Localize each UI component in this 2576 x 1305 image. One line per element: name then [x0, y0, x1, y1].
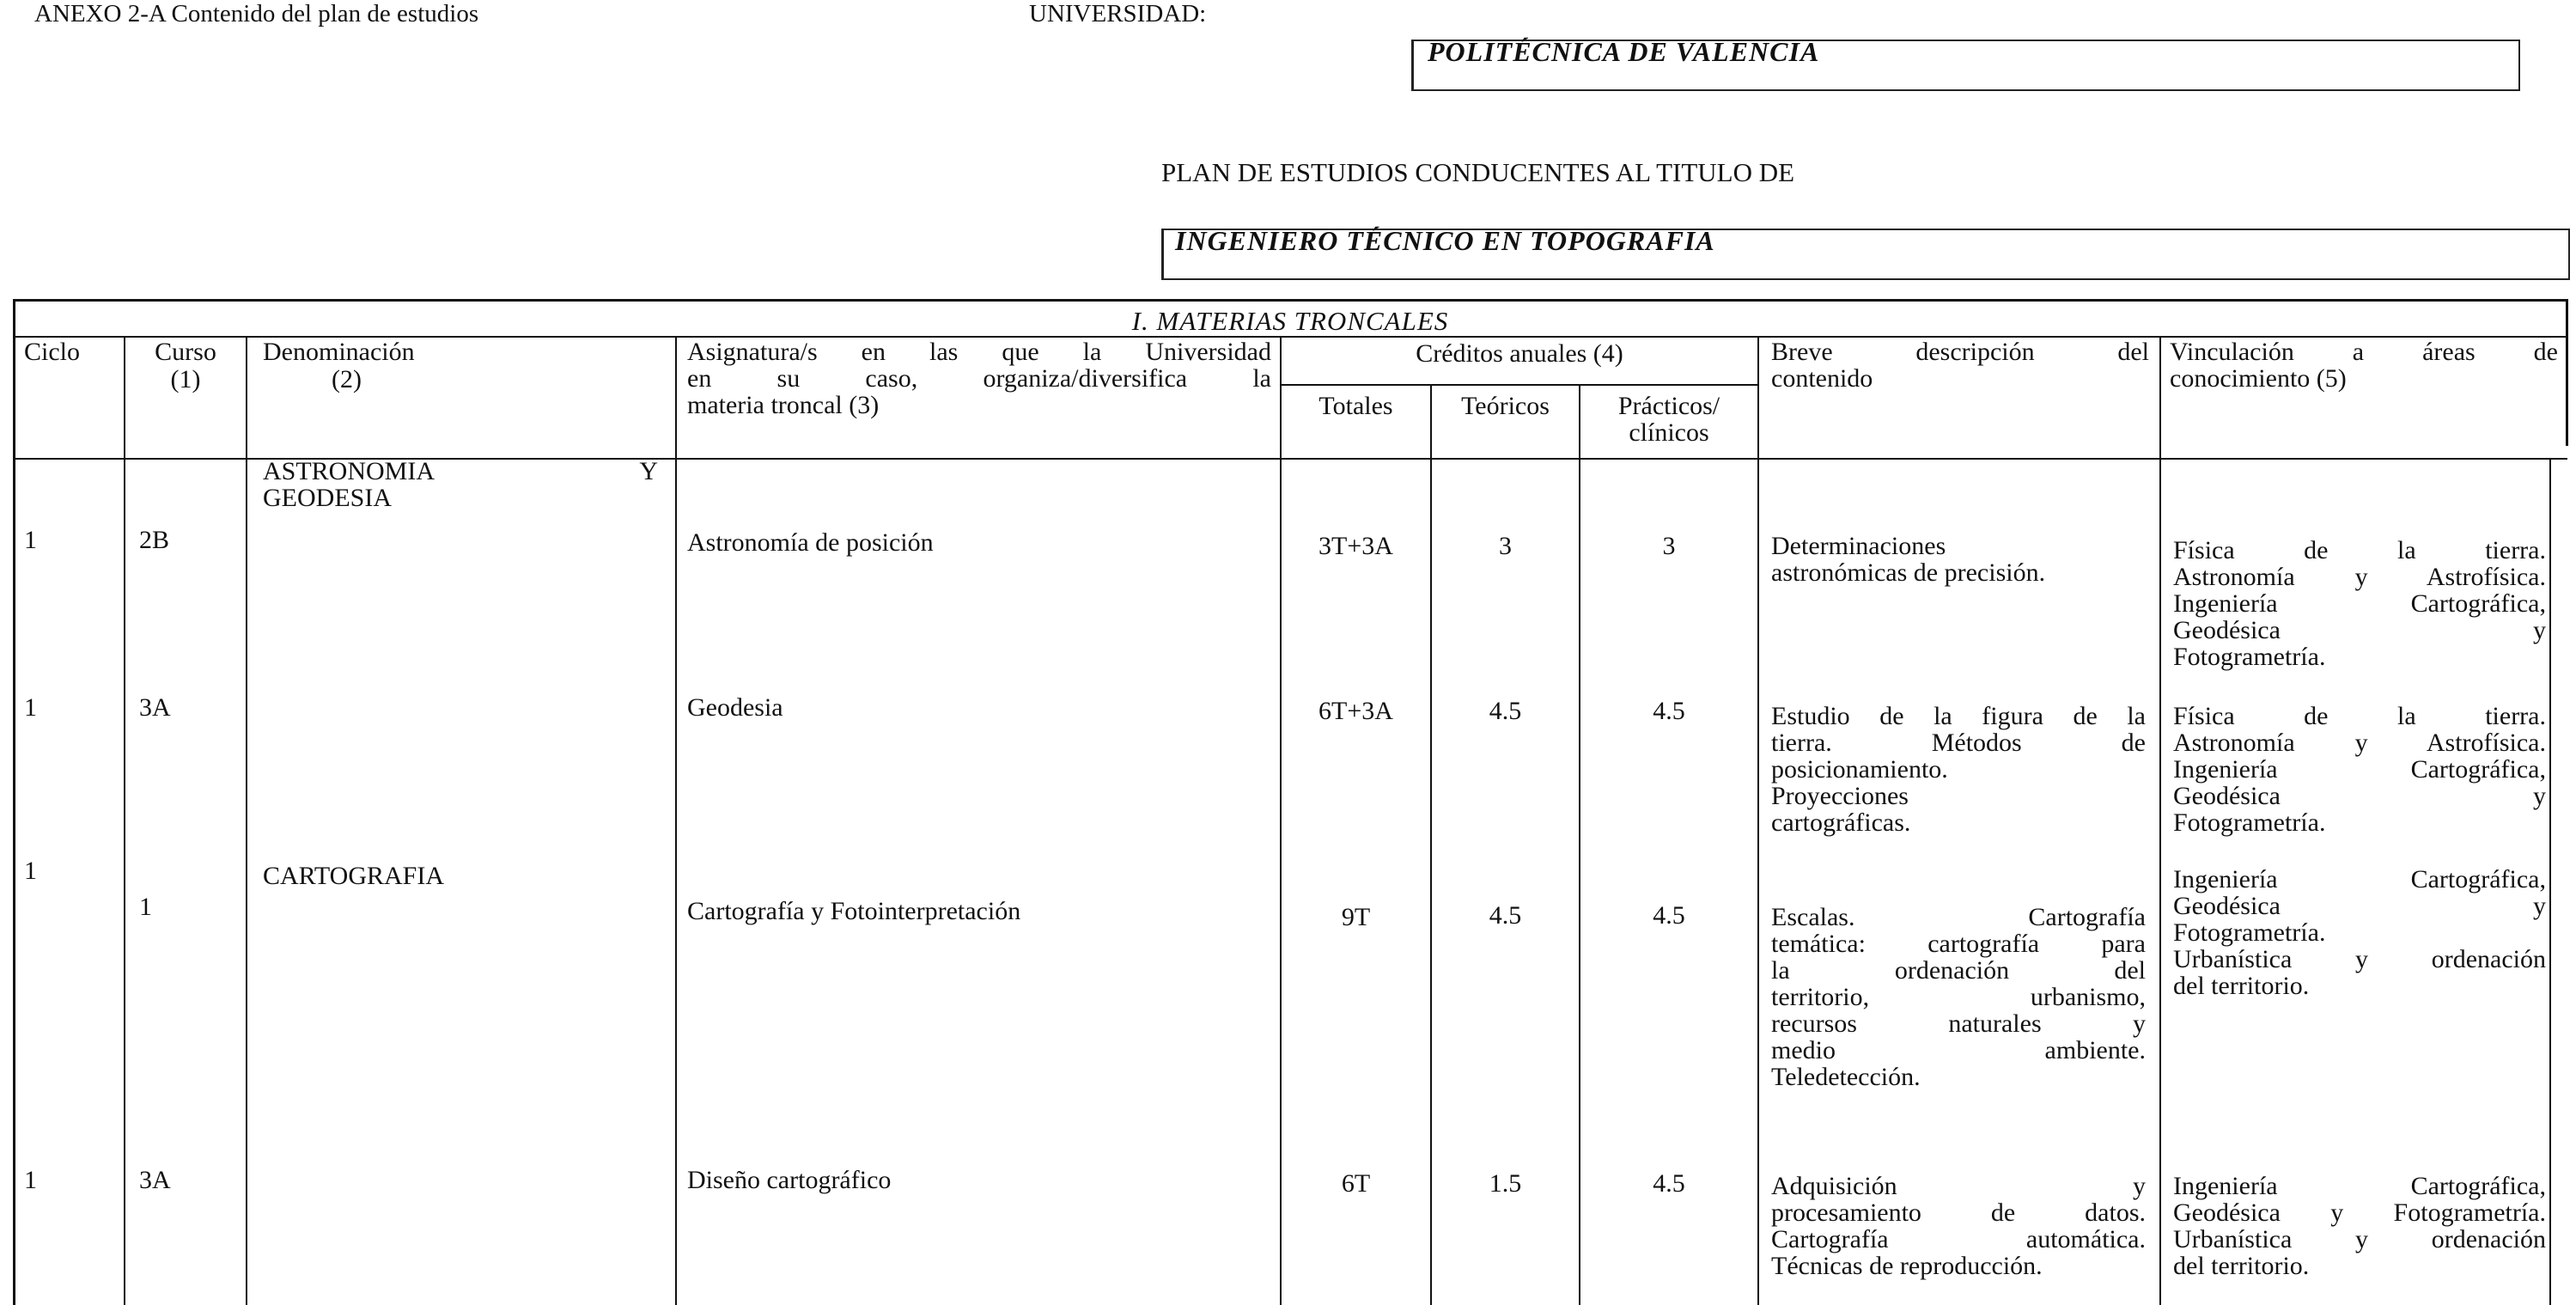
desc-line: Adquisición y [1771, 1172, 2146, 1200]
col-header-totales: Totales [1318, 392, 1393, 420]
vinc-line: Física de la tierra. [2173, 536, 2546, 564]
col-header-creditos: Créditos anuales (4) [1416, 339, 1623, 368]
group-astronomia-geodesia [263, 458, 658, 511]
row-descripcion [1771, 1173, 2146, 1279]
row-practicos: 3 [1662, 532, 1676, 560]
vinc-line: Fotogrametría. [2173, 918, 2326, 947]
row-practicos: 4.5 [1653, 901, 1685, 930]
col-header-descripcion-line: Breve descripción del [1771, 338, 2149, 366]
col-header-asignatura-line: materia troncal (3) [687, 391, 880, 419]
vinc-line: Urbanística y ordenación [2173, 1225, 2546, 1253]
group-name-line: ASTRONOMIA Y [263, 457, 658, 485]
desc-line: temática: cartografía para [1771, 930, 2146, 958]
university-label: UNIVERSIDAD: [1029, 0, 1207, 27]
row-teoricos: 3 [1499, 532, 1512, 560]
desc-line: Escalas. Cartografía [1771, 903, 2146, 931]
col-header-denominacion-note: (2) [332, 365, 362, 393]
vinc-line: Astronomía y Astrofísica. [2173, 729, 2546, 757]
col-line-5 [1430, 386, 1432, 1305]
row-teoricos: 1.5 [1489, 1169, 1522, 1198]
row-vinculacion [2173, 703, 2546, 836]
vinc-line: del territorio. [2173, 972, 2310, 1000]
desc-line: Cartografía automática. [1771, 1225, 2146, 1253]
desc-line: Estudio de la figura de la [1771, 702, 2146, 730]
vinc-line: Geodésica y [2173, 616, 2546, 644]
vinc-line: Ingeniería Cartográfica, [2173, 1172, 2546, 1200]
col-header-practicos [1580, 393, 1757, 446]
col-line-4 [1280, 338, 1282, 1305]
group-name-line: GEODESIA [263, 484, 392, 512]
vinc-line: Urbanística y ordenación [2173, 945, 2546, 973]
col-header-denominacion: Denominación [263, 338, 415, 366]
col-header-asignatura-line: en su caso, organiza/diversifica la [687, 364, 1271, 393]
col-header-descripcion-line: contenido [1771, 364, 1873, 393]
col-line-7 [1757, 338, 1759, 1305]
row-curso: 2B [139, 526, 170, 554]
col-header-practicos-line: Prácticos/ [1617, 392, 1720, 420]
desc-line: tierra. Métodos de [1771, 729, 2146, 757]
vinc-line: Ingeniería Cartográfica, [2173, 755, 2546, 784]
col-header-asignatura-line: Asignatura/s en las que la Universidad [687, 338, 1271, 366]
desc-line: medio ambiente. [1771, 1036, 2146, 1064]
col-line-8 [2159, 338, 2161, 1305]
row-totales: 6T+3A [1318, 697, 1393, 725]
col-line-1 [124, 338, 125, 1305]
annex-title: ANEXO 2-A Contenido del plan de estudios [34, 0, 479, 27]
row-vinculacion [2173, 866, 2546, 999]
row-practicos: 4.5 [1653, 1169, 1685, 1198]
row-descripcion [1771, 703, 2146, 836]
row-asignatura: Geodesia [687, 693, 783, 722]
desc-line: Determinaciones [1771, 532, 1946, 560]
desc-line: procesamiento de datos. [1771, 1198, 2146, 1227]
col-line-0 [13, 299, 15, 1305]
col-header-practicos-line: clínicos [1629, 418, 1709, 447]
col-header-vinculacion [2170, 338, 2558, 392]
desc-line: cartográficas. [1771, 808, 1911, 837]
table-top-border [13, 299, 2567, 302]
col-line-6 [1579, 386, 1580, 1305]
vinc-line: Geodésica y [2173, 782, 2546, 810]
vinc-line: del territorio. [2173, 1252, 2310, 1280]
row-vinculacion [2173, 537, 2546, 670]
row-totales: 3T+3A [1318, 532, 1393, 560]
vinc-line: Astronomía y Astrofísica. [2173, 563, 2546, 591]
row-asignatura: Diseño cartográfico [687, 1166, 892, 1194]
row-curso: 1 [139, 893, 152, 921]
row-descripcion [1771, 533, 2146, 586]
plan-label: PLAN DE ESTUDIOS CONDUCENTES AL TITULO DE [1161, 157, 1795, 187]
row-descripcion [1771, 904, 2146, 1090]
row-teoricos: 4.5 [1489, 901, 1522, 930]
row-ciclo: 1 [24, 693, 37, 722]
desc-line: Técnicas de reproducción. [1771, 1252, 2043, 1280]
vinc-line: Física de la tierra. [2173, 702, 2546, 730]
desc-line: la ordenación del [1771, 956, 2146, 985]
col-header-curso-note: (1) [170, 365, 201, 393]
row-asignatura: Astronomía de posición [687, 528, 934, 557]
row-asignatura: Cartografía y Fotointerpretación [687, 897, 1021, 925]
row-teoricos: 4.5 [1489, 697, 1522, 725]
row-ciclo: 1 [24, 1166, 37, 1194]
row-vinculacion [2173, 1173, 2546, 1279]
row-curso: 3A [139, 1166, 171, 1194]
vinc-line: Fotogrametría. [2173, 808, 2326, 837]
desc-line: Teledetección. [1771, 1063, 1921, 1091]
section-title: I. MATERIAS TRONCALES [1131, 306, 1449, 336]
group-cartografia: CARTOGRAFIA [263, 862, 445, 890]
row-totales: 9T [1341, 903, 1371, 931]
vinc-line: Fotogrametría. [2173, 643, 2326, 671]
desc-line: posicionamiento. [1771, 755, 1948, 784]
col-line-3 [675, 338, 677, 1305]
col-header-vinculacion-line: conocimiento (5) [2170, 364, 2347, 393]
university-name: POLITÉCNICA DE VALENCIA [1428, 36, 1820, 67]
degree-name: INGENIERO TÉCNICO EN TOPOGRAFIA [1175, 225, 1715, 256]
credits-subheader-rule [1280, 384, 1759, 386]
desc-line: Proyecciones [1771, 782, 1909, 810]
vinc-line: Geodésica y [2173, 892, 2546, 920]
vinc-line: Geodésica y Fotogrametría. [2173, 1198, 2546, 1227]
row-practicos: 4.5 [1653, 697, 1685, 725]
col-header-ciclo: Ciclo [24, 338, 80, 366]
row-totales: 6T [1341, 1169, 1371, 1198]
row-ciclo: 1 [24, 526, 37, 554]
vinc-line: Ingeniería Cartográfica, [2173, 865, 2546, 893]
col-line-2 [246, 338, 247, 1305]
col-header-teoricos: Teóricos [1461, 392, 1550, 420]
col-header-curso: Curso [155, 338, 216, 366]
desc-line: recursos naturales y [1771, 1009, 2146, 1038]
desc-line: astronómicas de precisión. [1771, 558, 2046, 587]
col-header-asignatura [687, 338, 1271, 418]
row-ciclo: 1 [24, 857, 37, 885]
col-header-descripcion [1771, 338, 2149, 392]
col-header-vinculacion-line: Vinculación a áreas de [2170, 338, 2558, 366]
col-line-9 [2549, 459, 2551, 1305]
row-curso: 3A [139, 693, 171, 722]
desc-line: territorio, urbanismo, [1771, 983, 2146, 1011]
vinc-line: Ingeniería Cartográfica, [2173, 589, 2546, 618]
